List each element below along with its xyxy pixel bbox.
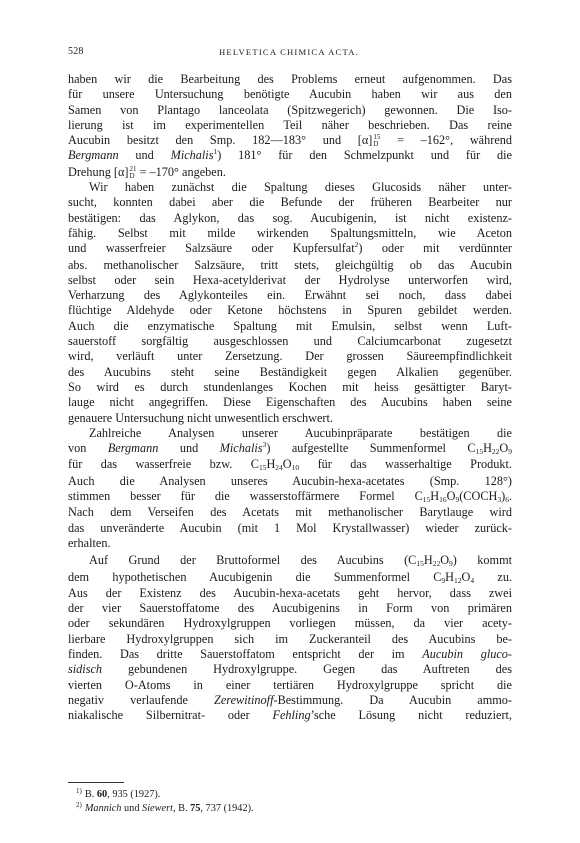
text-line: und wasserfreier Salzsäure oder Kupfersulfat$^2$) oder mit verdünnter — [68, 240, 512, 256]
text-line: dem hypothetischen Aucubigenin die Summenformel C9H12O4 zu. — [68, 569, 513, 585]
text-line: Drehung [α] 21 D = –170° angeben. — [68, 164, 226, 180]
text-line: selbst oder sein Hexa-acetylderivat der Hydrolyse unterworfen wird, — [68, 272, 512, 287]
footnote-ref: 3 — [262, 440, 267, 450]
text-line: finden. Das dritte Sauerstoffatom entspricht der im Aucubin gluco- — [68, 646, 512, 661]
text-line: lauge nicht angegriffen. Diese Eigenschaften des Aucubins haben seine — [68, 395, 512, 410]
text-line: Samen von Plantago lanceolata (Spitzwegerich) gewonnen. Die Iso- — [68, 102, 512, 117]
footnote-ref: 2 — [354, 240, 359, 250]
text-line: negativ verlaufende Zerewitinoff-Bestimmung. Da Aucubin ammo- — [68, 692, 513, 707]
text-line: So wird es durch stundenlanges Kochen mit heiss gesättigter Baryt- — [68, 379, 512, 394]
text-line: Auf Grund der Bruttoformel des Aucubins (C15H22O9) kommt — [89, 553, 513, 569]
text-line: Verharzung des Aglykonteiles ein. Erwähnt sei noch, dass dabei — [68, 288, 512, 303]
text-line: für das wasserfreie bzw. C15H24O10 für das wasserhaltige Produkt. — [68, 457, 512, 473]
text-line: Auch die enzymatische Spaltung mit Emulsin, selbst wenn Luft- — [68, 318, 512, 333]
text-line: Wir haben zunächst die Spaltung dieses Glucosids näher unter- — [89, 180, 512, 195]
text-line: vierten O-Atoms in einer tertiären Hydroxylgruppe spricht die — [68, 677, 512, 692]
text-line: der vier Sauerstoffatome des Aucubigenins in Form von primären — [68, 601, 512, 616]
text-line: Bergmann und Michalis$^1$) 181° für den Schmelzpunkt und für die — [68, 147, 512, 163]
text-line: lierbare Hydroxylgruppen sich im Zuckeranteil des Aucubins be- — [68, 631, 512, 646]
text-line: Aus der Existenz des Aucubin-hexa-acetats geht hervor, dass zwei — [68, 585, 512, 600]
author-name: Zerewitinoff — [214, 692, 274, 707]
text-line: niakalische Silbernitrat- oder Fehling’sche Lösung nicht reduziert, — [68, 708, 512, 723]
footnotes — [76, 788, 506, 816]
text-line: Zahlreiche Analysen unserer Aucubinpräparate bestätigen die — [89, 425, 512, 440]
text-line: Aucubin besitzt den Smp. 182—183° und [α] 15 D = –162°, während — [68, 133, 513, 149]
rotation-indices: 15 D — [373, 133, 381, 149]
text-line: genauere Untersuchung nicht unwesentlich erschwert. — [68, 410, 333, 425]
text-line: fähig. Selbst mit milde wirkenden Spaltungsmitteln, wie Aceton — [68, 225, 512, 240]
text-line: von Bergmann und Michalis$^3$) aufgestellte Summenformel C15H22O9 — [68, 440, 513, 457]
text-line: erhalten. — [68, 535, 111, 550]
author-name: Bergmann — [68, 148, 119, 163]
text-line: für unsere Untersuchung benötigte Aucubin haben wir aus den — [68, 87, 512, 102]
text-line: sidisch gebundenen Hydroxylgruppe. Gegen das Auftreten des — [68, 662, 512, 677]
text-line: Nach dem Verseifen des Acetats mit methanolischer Barytlauge wird — [68, 505, 512, 520]
footnote-rule — [68, 782, 124, 783]
text-line: sucht, konnten dabei aber die Befunde der früheren Bearbeiter nur — [68, 195, 512, 210]
text-line: stimmen besser für die wasserstoffärmere Formel C15H16O9(COCH3)6. — [68, 489, 512, 505]
text-line: lierung ist im experimentellen Teil näher beschrieben. Das reine — [68, 117, 512, 132]
text-line: sauerstoff sorgfältig ausgeschlossen und Calciumcarbonat zugesetzt — [68, 334, 512, 349]
footnote-ref: 1 — [213, 147, 218, 157]
running-header — [68, 46, 510, 60]
text-line: oder sekundären Hydroxylgruppen vorliegen müssen, da vier acety- — [68, 616, 512, 631]
author-name: Fehling — [272, 708, 311, 723]
text-line: haben wir die Bearbeitung des Problems erneut aufgenommen. Das — [68, 72, 512, 86]
author-name: Michalis — [219, 441, 263, 456]
text-line: Auch die Analysen unseres Aucubin-hexa-acetates (Smp. 128°) — [68, 473, 512, 488]
page-number: 528 — [68, 46, 84, 57]
author-name: Michalis — [170, 148, 214, 163]
journal-title: HELVETICA CHIMICA ACTA. — [219, 47, 359, 57]
rotation-indices: 21 D — [129, 164, 137, 180]
footnote: $^{1)}$ B. 60, 935 (1927). — [76, 787, 161, 800]
author-name: Bergmann — [107, 441, 159, 456]
text-line: flüchtige Aldehyde oder Ketone höchstens in Spuren gebildet werden. — [68, 303, 512, 318]
text-line: wird, verläuft unter Zersetzung. Der grossen Säureempfindlichkeit — [68, 349, 512, 364]
text-line: das unveränderte Aucubin (mit 1 Mol Krystallwasser) wieder zurück- — [68, 520, 512, 535]
text-line: bestätigen: das Aglykon, das sog. Aucubigenin, ist nicht existenz- — [68, 210, 512, 225]
body-text — [68, 72, 512, 723]
text-line: des Aucubins steht seine Beständigkeit gegen Alkalien gegenüber. — [68, 364, 512, 379]
footnote: $^{2)}$ Mannich und Siewert, B. 75, 737 (1942). — [76, 801, 254, 814]
text-line: abs. methanolischer Salzsäure, tritt stets, gleichgültig ob das Aucubin — [68, 257, 512, 272]
